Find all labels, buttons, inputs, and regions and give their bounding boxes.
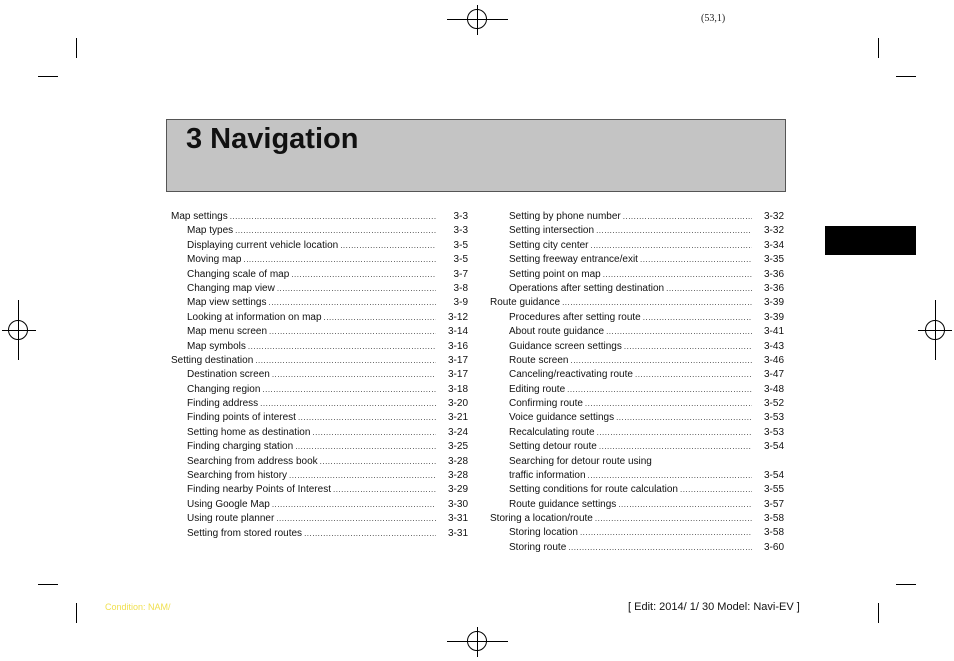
toc-entry[interactable] [490,512,784,526]
toc-entry-page: 3-41 [763,326,784,338]
toc-entry[interactable] [171,282,468,296]
toc-entry-page: 3-3 [453,211,468,222]
toc-entry-page: 3-31 [447,513,468,525]
toc-entry-title: Operations after setting destination [509,282,665,294]
toc-entry-page: 3-29 [447,484,468,496]
toc-entry-title: Finding points of interest [187,412,296,424]
toc-dot-leader [595,512,752,526]
toc-entry-title: Map view settings [187,297,267,309]
toc-dot-leader [324,311,436,325]
toc-entry[interactable] [171,411,468,425]
footer-edit-info: [ Edit: 2014/ 1/ 30 Model: Navi-EV ] [628,601,800,613]
toc-entry[interactable] [490,440,784,454]
toc-entry-title: Editing route [509,383,566,395]
toc-entry-title: Setting city center [509,239,589,251]
toc-entry-page: 3-53 [763,426,784,438]
toc-dot-leader [680,483,752,497]
toc-entry-title: Searching from address book [187,455,318,467]
toc-dot-leader [248,340,436,354]
toc-entry-page: 3-3 [453,225,468,237]
toc-entry[interactable] [171,325,468,339]
toc-dot-leader [618,498,752,512]
page-code: (53,1) [701,13,726,24]
toc-entry[interactable] [171,210,468,224]
toc-entry-page: 3-43 [763,340,784,352]
toc-entry[interactable] [171,383,468,397]
toc-dot-leader [568,541,752,555]
toc-entry[interactable] [490,296,784,310]
toc-dot-leader [596,224,752,238]
toc-entry[interactable] [490,426,784,440]
toc-entry-page: 3-58 [763,513,784,525]
toc-entry-title: Setting conditions for route calculation [509,484,678,496]
toc-entry-page: 3-54 [763,441,784,453]
toc-entry-title: Moving map [187,254,242,266]
toc-entry[interactable] [171,268,468,282]
toc-entry-title: Map menu screen [187,326,268,338]
toc-entry-title: traffic information [509,469,586,481]
toc-entry[interactable] [490,498,784,512]
toc-entry-title: Looking at information on map [187,311,322,323]
toc-entry-page: 3-12 [447,311,468,323]
toc-entry[interactable] [490,483,784,497]
toc-entry-page: 3-17 [447,369,468,381]
toc-dot-leader [312,426,436,440]
toc-entry[interactable] [171,512,468,526]
toc-entry-title: Changing region [187,383,261,395]
toc-entry-page: 3-17 [447,354,468,366]
toc-entry-title: Setting freeway entrance/exit [509,254,638,266]
toc-entry-page: 3-57 [763,498,784,510]
toc-entry-title: Route guidance [490,297,561,309]
toc-entry-title: Storing location [509,527,578,539]
toc-entry[interactable] [490,224,784,238]
toc-entry-title: Changing map view [187,282,275,294]
toc-dot-leader [340,239,436,253]
toc-entry-title-line1: Searching for detour route using [509,455,652,467]
toc-dot-leader [599,440,752,454]
toc-dot-leader [640,253,752,267]
toc-dot-leader [260,397,436,411]
toc-dot-leader [624,340,752,354]
toc-entry-title: Setting by phone number [509,211,621,222]
toc-entry-page: 3-36 [763,268,784,280]
toc-entry[interactable] [490,368,784,382]
toc-entry-page: 3-28 [447,455,468,467]
toc-dot-leader [230,210,436,224]
toc-entry[interactable] [171,340,468,354]
toc-dot-leader [277,282,436,296]
toc-dot-leader [255,354,436,368]
toc-entry[interactable] [490,239,784,253]
toc-entry[interactable] [490,282,784,296]
toc-entry-page: 3-31 [447,527,468,539]
toc-entry-page: 3-60 [763,541,784,553]
toc-entry[interactable] [171,354,468,368]
toc-dot-leader [272,368,436,382]
toc-entry-title: Finding nearby Points of Interest [187,484,331,496]
toc-entry[interactable] [490,311,784,325]
toc-entry-title: Map settings [171,211,228,222]
toc-dot-leader [243,253,436,267]
toc-dot-leader [570,354,752,368]
toc-entry-title: About route guidance [509,326,605,338]
toc-dot-leader [333,483,436,497]
toc-dot-leader [606,325,752,339]
toc-entry-title: Setting detour route [509,441,597,453]
toc-entry-page: 3-20 [447,398,468,410]
toc-entry-page: 3-36 [763,282,784,294]
toc-entry-page: 3-34 [763,239,784,251]
toc-entry-page: 3-16 [447,340,468,352]
toc-dot-leader [567,383,752,397]
toc-entry-page: 3-39 [763,311,784,323]
toc-dot-leader [272,498,436,512]
toc-entry-page: 3-32 [763,225,784,237]
toc-entry[interactable] [171,239,468,253]
chapter-title: 3 Navigation [186,123,359,155]
toc-entry-title: Setting from stored routes [187,527,303,539]
toc-entry-page: 3-5 [453,254,468,266]
toc-entry[interactable] [490,253,784,267]
toc-dot-leader [289,469,436,483]
toc-entry[interactable] [490,268,784,282]
toc-entry[interactable] [490,210,784,224]
toc-dot-leader [590,239,752,253]
toc-entry-page: 3-18 [447,383,468,395]
toc-entry[interactable] [171,440,468,454]
toc-entry-title: Guidance screen settings [509,340,622,352]
toc-entry-title: Map types [187,225,234,237]
toc-entry-title: Finding charging station [187,441,294,453]
toc-dot-leader [291,268,436,282]
toc-entry-page: 3-35 [763,254,784,266]
toc-entry-title: Searching from history [187,470,288,482]
toc-dot-leader [235,224,436,238]
toc-entry[interactable] [171,253,468,267]
toc-entry-title: Route guidance settings [509,498,617,510]
chapter-tab-marker [825,226,916,255]
toc-entry[interactable] [171,397,468,411]
toc-entry[interactable] [490,325,784,339]
toc-entry[interactable] [490,397,784,411]
toc-dot-leader [616,411,752,425]
toc-dot-leader [562,296,752,310]
toc-entry[interactable] [171,426,468,440]
toc-entry-title: Setting home as destination [187,426,311,438]
toc-entry-title: Setting destination [171,354,254,366]
toc-dot-leader [597,426,752,440]
toc-entry-page: 3-25 [447,441,468,453]
toc-dot-leader [298,411,436,425]
toc-entry-title: Destination screen [187,369,270,381]
toc-entry-page: 3-24 [447,426,468,438]
toc-entry[interactable] [490,411,784,425]
toc-entry-page: 3-7 [453,268,468,280]
toc-entry-page: 3-28 [447,470,468,482]
toc-entry-page: 3-8 [453,282,468,294]
toc-entry-page: 3-58 [763,527,784,539]
toc-dot-leader [588,469,752,483]
toc-entry[interactable] [490,354,784,368]
toc-entry[interactable] [171,483,468,497]
toc-entry-page: 3-46 [763,354,784,366]
toc-entry-title: Using Google Map [187,498,270,510]
toc-entry-title: Changing scale of map [187,268,290,280]
toc-entry-title: Setting intersection [509,225,595,237]
toc-entry-title: Setting point on map [509,268,601,280]
toc-entry[interactable] [171,311,468,325]
toc-entry-page: 3-54 [763,469,784,481]
toc-left-column [171,210,468,541]
toc-dot-leader [276,512,436,526]
toc-entry-page: 3-52 [763,398,784,410]
toc-entry-page: 3-14 [447,326,468,338]
toc-entry-title: Storing route [509,541,567,553]
toc-entry-page: 3-32 [763,211,784,222]
footer-condition: Condition: NAM/ [105,602,171,612]
toc-entry-page: 3-5 [453,239,468,251]
toc-dot-leader [603,268,752,282]
toc-entry[interactable] [490,340,784,354]
toc-entry[interactable] [490,383,784,397]
chapter-title-box [166,119,786,192]
toc-entry-page: 3-48 [763,383,784,395]
toc-entry-title: Canceling/reactivating route [509,369,633,381]
toc-right-column [490,210,784,555]
toc-entry-title: Displaying current vehicle location [187,239,339,251]
toc-entry-title: Using route planner [187,513,275,525]
toc-dot-leader [295,440,436,454]
toc-entry-page: 3-47 [763,369,784,381]
toc-dot-leader [585,397,752,411]
toc-dot-leader [304,527,436,541]
toc-entry[interactable] [171,296,468,310]
toc-dot-leader [580,526,752,540]
toc-entry-title: Route screen [509,354,569,366]
toc-dot-leader [262,383,436,397]
toc-entry[interactable] [490,526,784,540]
toc-entry-page: 3-53 [763,412,784,424]
toc-entry-title: Voice guidance settings [509,412,615,424]
toc-dot-leader [666,282,752,296]
toc-entry-page: 3-9 [453,297,468,309]
toc-entry-title: Storing a location/route [490,513,593,525]
toc-entry-title: Finding address [187,398,259,410]
toc-entry[interactable] [171,498,468,512]
toc-entry[interactable] [171,224,468,238]
toc-entry[interactable] [171,469,468,483]
toc-dot-leader [623,210,752,224]
toc-dot-leader [269,325,436,339]
toc-entry-title: Procedures after setting route [509,311,641,323]
toc-dot-leader [320,455,436,469]
toc-entry-title: Confirming route [509,398,583,410]
toc-entry-page: 3-55 [763,484,784,496]
toc-entry[interactable] [171,527,468,541]
toc-dot-leader [643,311,752,325]
toc-entry-page: 3-30 [447,498,468,510]
toc-entry[interactable] [490,541,784,555]
toc-entry[interactable] [490,455,784,484]
toc-entry-title: Map symbols [187,340,246,352]
toc-entry-page: 3-21 [447,412,468,424]
toc-entry[interactable] [171,455,468,469]
toc-entry-title: Recalculating route [509,426,595,438]
toc-dot-leader [635,368,752,382]
toc-entry[interactable] [171,368,468,382]
toc-dot-leader [268,296,436,310]
toc-entry-page: 3-39 [763,297,784,309]
